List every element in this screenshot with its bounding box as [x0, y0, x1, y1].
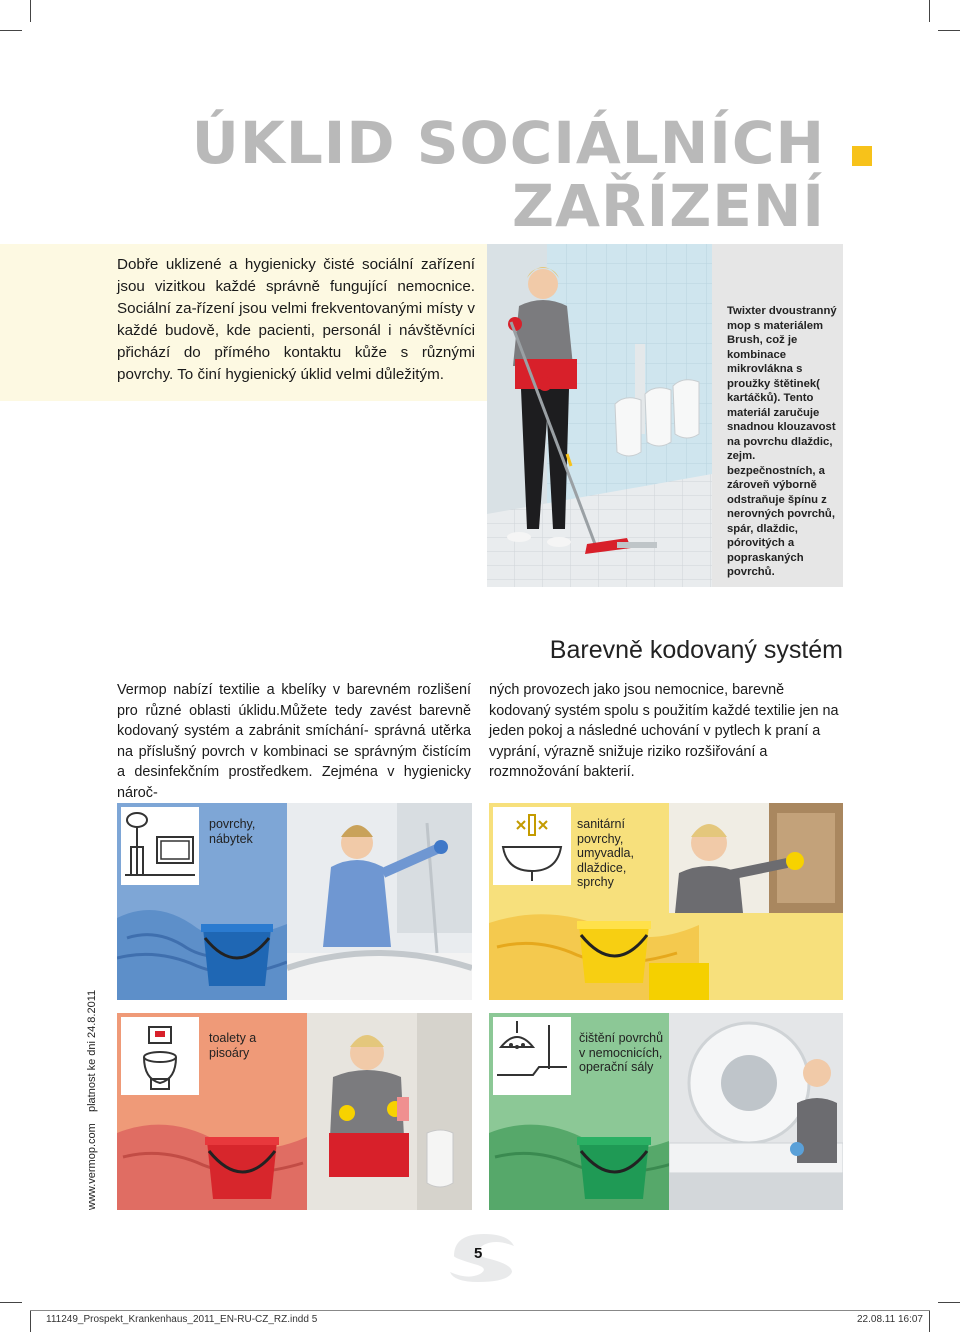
- toilet-icon: [121, 1017, 199, 1095]
- main-photo: [487, 244, 712, 587]
- crop-mark: [30, 1310, 31, 1332]
- cleaning-medical-scanner-image: [669, 1013, 843, 1210]
- nurse-cleaning-bed-image: [287, 803, 472, 1000]
- website-text: www.vermop.com: [86, 1123, 98, 1210]
- tile-label-toilets: toalety a pisoáry: [209, 1031, 257, 1060]
- yellow-cloth-and-bucket-image: [489, 903, 843, 1000]
- accent-square: [852, 146, 872, 166]
- red-cloth-and-bucket-image: [117, 1113, 307, 1210]
- footer-filename: 111249_Prospekt_Krankenhaus_2011_EN-RU-CZ_RZ.indd 5: [46, 1314, 318, 1325]
- sink-icon: [493, 807, 571, 885]
- surgical-lamp-icon: [493, 1017, 571, 1095]
- crop-mark: [929, 0, 930, 22]
- section-heading: Barevně kodovaný systém: [549, 636, 843, 664]
- cleaner-with-spray-image: [307, 1013, 472, 1210]
- cleaner-with-mop-image: [487, 244, 712, 587]
- footer-rule: [30, 1310, 930, 1311]
- crop-mark: [938, 30, 960, 31]
- page-title-line1: ÚKLID SOCIÁLNÍCH: [191, 109, 825, 177]
- intro-paragraph: Dobře uklizené a hygienicky čisté sociální zařízení jsou vizitkou každé správně fungující nemocnice. Sociální za-řízení jsou velmi frekventovanými místy v každé budově, kde pacienti, personál i návštěvníci přichází do přímého kontaktu kůže s různými povrchy. To činí hygienický úklid velmi důležitým.: [117, 256, 475, 383]
- blue-cloth-and-bucket-image: [117, 898, 287, 1000]
- section-text-left: Vermop nabízí textilie a kbelíky v barevném rozlišení pro různé oblasti úklidu.Můžete tedy zavést barevně kodovaný systém a zabránit smíchání- správná utěrka na příslušný povrch v kombinaci se správným čistícím a desinfekčním prostředkem. Zejména v hygienicky nároč-: [117, 682, 471, 801]
- color-tile-yellow: [489, 803, 843, 1000]
- tile-label-hospital-surfaces: čištění povrchů v nemocnicích, operační sály: [579, 1031, 664, 1074]
- tile-label-surfaces: povrchy, nábytek: [209, 817, 256, 846]
- validity-text: platnost ke dni 24.8.2011: [86, 989, 98, 1112]
- color-tile-red: [117, 1013, 472, 1210]
- page-title-line2: ZAŘÍZENÍ: [512, 172, 825, 240]
- crop-mark: [929, 1310, 930, 1332]
- color-tile-blue: [117, 803, 472, 1000]
- cleaner-wiping-mirror-image: [669, 803, 843, 913]
- crop-mark: [938, 1302, 960, 1303]
- crop-mark: [30, 0, 31, 22]
- footer-date: 22.08.11 16:07: [857, 1314, 923, 1325]
- photo-caption: Twixter dvoustranný mop s materiálem Brush, což je kombinace mikrovlákna s proužky štětinek( kartáčků). Tento materiál zaručuje snadnou klouzavost na povrchu dlaždic, zejm. bezpečnostních, a zároveň výborně odstraňuje špínu z nerovných povrchů, spár, dlaždic, pórovitých a popraskaných povrchů.: [727, 305, 837, 578]
- crop-mark: [0, 30, 22, 31]
- green-cloth-and-bucket-image: [489, 1113, 679, 1210]
- page-number: 5: [474, 1245, 483, 1262]
- crop-mark: [0, 1302, 22, 1303]
- desk-icon: [121, 807, 199, 885]
- section-text-right: ných provozech jako jsou nemocnice, barevně kodovaný systém spolu s použitím každé textilie jen na jeden pokoj a následné uchování v pytlech k praní a vyprání, výrazně snižuje riziko rozšiřování a rozmnožování bakterií.: [489, 682, 839, 780]
- color-tile-green: [489, 1013, 843, 1210]
- tile-label-sanitary: sanitární povrchy, umyvadla, dlaždice, sprchy: [577, 817, 634, 889]
